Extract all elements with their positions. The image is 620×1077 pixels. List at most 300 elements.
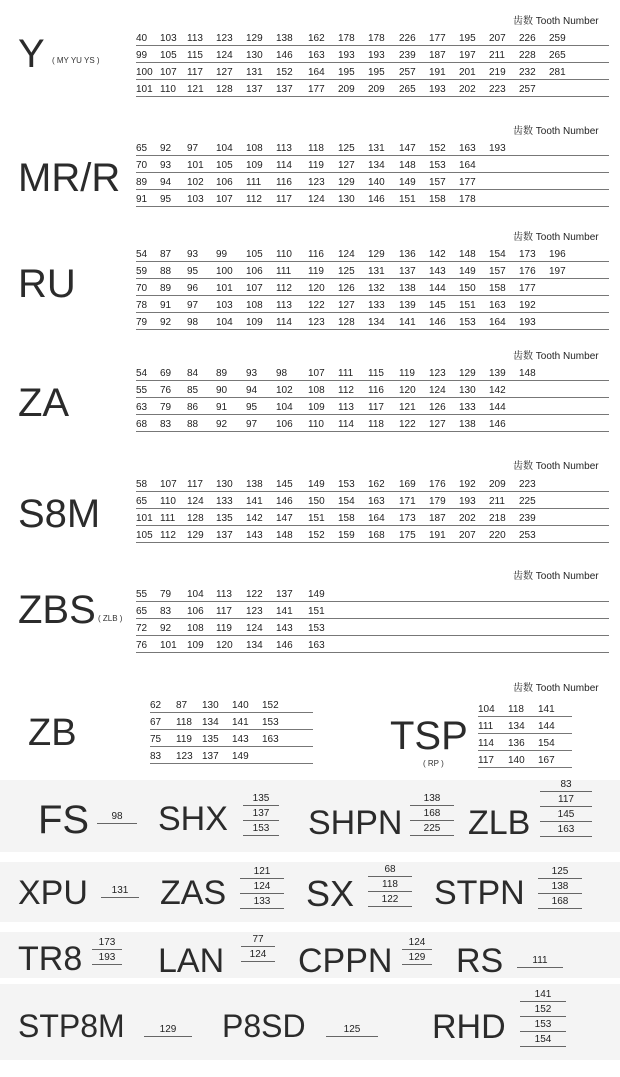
tooth-value: 147: [276, 513, 293, 524]
tooth-value: 119: [176, 734, 192, 745]
tooth-value: 118: [368, 419, 384, 430]
tooth-value: 158: [489, 283, 506, 294]
tooth-value: 148: [519, 368, 536, 379]
tooth-value: 137: [243, 808, 279, 821]
tooth-value: 197: [459, 50, 476, 61]
tooth-value: 59: [136, 266, 148, 277]
tooth-value: 106: [187, 606, 204, 617]
tooth-value: 104: [216, 143, 233, 154]
table-row: [136, 385, 609, 398]
tooth-value: 117: [540, 794, 592, 807]
tooth-value: 55: [136, 589, 148, 600]
tooth-value: 101: [216, 283, 233, 294]
tooth-value: 164: [368, 513, 385, 524]
tooth-value: 109: [187, 640, 204, 651]
tooth-value: 129: [338, 177, 355, 188]
belt-code: STP8M: [18, 1008, 125, 1044]
tooth-value: 153: [520, 1019, 566, 1032]
tooth-value: 69: [160, 368, 172, 379]
tooth-value: 115: [368, 368, 384, 379]
belt-code: SHPN: [308, 804, 403, 842]
tooth-value: 187: [429, 50, 446, 61]
tooth-value: 113: [216, 589, 232, 600]
tooth-value: 154: [338, 496, 355, 507]
table-row: [136, 283, 609, 296]
tooth-value: 195: [338, 67, 355, 78]
tooth-value: 169: [399, 479, 416, 490]
tooth-value: 134: [508, 721, 525, 732]
table-row: [150, 717, 313, 730]
belt-code-subtitle: ( RP ): [423, 759, 444, 768]
belt-code: ZA: [18, 381, 70, 425]
table-row: [478, 704, 572, 717]
tooth-value: 151: [459, 300, 476, 311]
tooth-value: 113: [338, 402, 354, 413]
tooth-value: 119: [216, 623, 232, 634]
tooth-value: 104: [276, 402, 293, 413]
tooth-value: 105: [216, 160, 233, 171]
tooth-value: 149: [308, 589, 325, 600]
tooth-value: 54: [136, 368, 148, 379]
tooth-value: 226: [519, 33, 536, 44]
tooth-value: 135: [216, 513, 233, 524]
tooth-value: 55: [136, 385, 148, 396]
tooth-value: 173: [92, 937, 122, 950]
tooth-value: 220: [489, 530, 506, 541]
tooth-value: 95: [187, 266, 199, 277]
tooth-value: 93: [187, 249, 199, 260]
tooth-value: 146: [489, 419, 506, 430]
tooth-value: 90: [216, 385, 228, 396]
tooth-value: 193: [429, 84, 446, 95]
tooth-value: 119: [399, 368, 415, 379]
tooth-value: 138: [246, 479, 263, 490]
tooth-value: 177: [308, 84, 325, 95]
tooth-value: 133: [216, 496, 233, 507]
tooth-value: 175: [399, 530, 416, 541]
tooth-value: 195: [368, 67, 385, 78]
tooth-value: 226: [399, 33, 416, 44]
tooth-value: 101: [160, 640, 177, 651]
table-row: [136, 623, 609, 636]
tooth-value: 116: [276, 177, 292, 188]
tooth-value: 129: [246, 33, 263, 44]
tooth-value: 149: [308, 479, 325, 490]
tooth-value: 107: [246, 283, 263, 294]
tooth-value: 97: [246, 419, 258, 430]
tooth-value: 107: [216, 194, 233, 205]
belt-code: FS: [38, 798, 90, 842]
tooth-value: 112: [246, 194, 262, 205]
tooth-value: 119: [308, 160, 324, 171]
tooth-value: 168: [538, 896, 582, 909]
tooth-value: 102: [187, 177, 204, 188]
tooth-value: 109: [246, 317, 263, 328]
tooth-value: 106: [276, 419, 293, 430]
tooth-value: 91: [160, 300, 172, 311]
tooth-value: 128: [338, 317, 355, 328]
tooth-value: 179: [429, 496, 446, 507]
tooth-value: 138: [459, 419, 476, 430]
tooth-value: 153: [459, 317, 476, 328]
table-row: [150, 751, 313, 764]
table-row: [136, 50, 609, 63]
tooth-value: 103: [160, 33, 177, 44]
tooth-value: 150: [459, 283, 476, 294]
tooth-value: 168: [410, 808, 454, 821]
tooth-value: 141: [246, 496, 263, 507]
tooth-value: 135: [202, 734, 219, 745]
tooth-value: 126: [429, 402, 446, 413]
tooth-value: 89: [216, 368, 228, 379]
tooth-value: 116: [368, 385, 384, 396]
tooth-value: 95: [160, 194, 172, 205]
tooth-value: 101: [187, 160, 204, 171]
tooth-value: 191: [429, 67, 446, 78]
tooth-value: 110: [276, 249, 292, 260]
tooth-value: 151: [308, 513, 325, 524]
tooth-value: 146: [276, 496, 293, 507]
tooth-value: 108: [246, 143, 263, 154]
tooth-value: 265: [399, 84, 416, 95]
tooth-value: 138: [410, 793, 454, 806]
tooth-value: 127: [429, 419, 446, 430]
tooth-value: 167: [538, 755, 555, 766]
tooth-value: 105: [160, 50, 177, 61]
tooth-value: 239: [399, 50, 416, 61]
tooth-value: 143: [246, 530, 263, 541]
tooth-value: 178: [338, 33, 355, 44]
tooth-value: 118: [308, 143, 324, 154]
tooth-value: 144: [429, 283, 446, 294]
table-row: [136, 606, 609, 619]
tooth-value: 109: [246, 160, 263, 171]
tooth-value: 196: [549, 249, 566, 260]
tooth-value: 83: [540, 779, 592, 792]
table-row: [136, 496, 609, 509]
tooth-value: 150: [308, 496, 325, 507]
tooth-value: 97: [187, 143, 199, 154]
tooth-value: 84: [187, 368, 199, 379]
tooth-value: 163: [308, 50, 325, 61]
tooth-value: 281: [549, 67, 566, 78]
tooth-value: 152: [308, 530, 325, 541]
tooth-value: 124: [216, 50, 233, 61]
tooth-value: 122: [368, 894, 412, 907]
tooth-value: 133: [459, 402, 476, 413]
tooth-value: 187: [429, 513, 446, 524]
tooth-value: 163: [262, 734, 279, 745]
tooth-value: 129: [187, 530, 204, 541]
tooth-value: 123: [308, 177, 325, 188]
table-row: [136, 160, 609, 173]
table-row: [136, 419, 609, 432]
tooth-value: 79: [160, 589, 172, 600]
tooth-value: 124: [246, 623, 263, 634]
tooth-number-header: 齿数 Tooth Number: [513, 232, 599, 243]
tooth-value: 88: [160, 266, 172, 277]
tooth-value: 132: [368, 283, 385, 294]
tooth-value: 195: [459, 33, 476, 44]
tooth-value: 114: [276, 160, 292, 171]
tooth-value: 121: [187, 84, 204, 95]
tooth-value: 86: [187, 402, 199, 413]
tooth-value: 192: [459, 479, 476, 490]
tooth-value: 117: [478, 755, 494, 766]
tooth-value: 142: [489, 385, 506, 396]
belt-code: STPN: [434, 874, 525, 912]
belt-code: SHX: [158, 800, 228, 838]
tooth-value: 209: [338, 84, 355, 95]
tooth-value: 115: [187, 50, 203, 61]
tooth-value: 134: [368, 160, 385, 171]
tooth-value: 158: [338, 513, 355, 524]
tooth-value: 191: [429, 530, 446, 541]
tooth-value: 149: [232, 751, 249, 762]
tooth-value: 141: [520, 989, 566, 1002]
tooth-value: 146: [429, 317, 446, 328]
tooth-value: 117: [276, 194, 292, 205]
tooth-value: 125: [338, 143, 355, 154]
table-row: [478, 755, 572, 768]
tooth-value: 125: [538, 866, 582, 879]
tooth-value: 140: [508, 755, 525, 766]
tooth-value: 177: [459, 177, 476, 188]
tooth-value: 105: [136, 530, 153, 541]
tooth-value: 70: [136, 160, 148, 171]
tooth-value: 102: [276, 385, 293, 396]
tooth-value: 141: [538, 704, 555, 715]
tooth-value: 120: [308, 283, 325, 294]
table-row: [136, 84, 609, 97]
tooth-value: 117: [187, 479, 203, 490]
tooth-value: 91: [216, 402, 228, 413]
tooth-value: 93: [246, 368, 258, 379]
tooth-number-header: 齿数 Tooth Number: [513, 351, 599, 362]
tooth-value: 193: [459, 496, 476, 507]
tooth-value: 173: [399, 513, 416, 524]
tooth-value: 178: [459, 194, 476, 205]
tooth-value: 154: [520, 1034, 566, 1047]
tooth-value: 139: [399, 300, 416, 311]
belt-code: RU: [18, 262, 76, 306]
tooth-value: 70: [136, 283, 148, 294]
tooth-value: 193: [489, 143, 506, 154]
tooth-value: 120: [216, 640, 233, 651]
tooth-value: 118: [368, 879, 412, 892]
tooth-value: 140: [368, 177, 385, 188]
tooth-value: 89: [136, 177, 148, 188]
tooth-value: 107: [160, 67, 177, 78]
belt-code: XPU: [18, 874, 88, 912]
tooth-value: 104: [478, 704, 495, 715]
tooth-value: 76: [136, 640, 148, 651]
tooth-value: 131: [368, 266, 385, 277]
table-row: [478, 721, 572, 734]
tooth-value: 121: [240, 866, 284, 879]
tooth-value: 135: [243, 793, 279, 806]
tooth-value: 68: [368, 864, 412, 877]
tooth-value: 139: [489, 368, 506, 379]
tooth-value: 127: [338, 300, 355, 311]
tooth-value: 223: [519, 479, 536, 490]
tooth-value: 148: [276, 530, 293, 541]
tooth-value: 228: [519, 50, 536, 61]
tooth-value: 130: [459, 385, 476, 396]
table-row: [136, 249, 609, 262]
tooth-value: 177: [519, 283, 536, 294]
tooth-value: 99: [216, 249, 228, 260]
tooth-value: 137: [276, 84, 293, 95]
tooth-value: 124: [241, 949, 275, 962]
tooth-value: 114: [338, 419, 354, 430]
tooth-value: 148: [459, 249, 476, 260]
tooth-value: 211: [489, 496, 505, 507]
tooth-value: 143: [232, 734, 249, 745]
tooth-value: 257: [519, 84, 536, 95]
tooth-value: 122: [308, 300, 325, 311]
tooth-value: 142: [429, 249, 446, 260]
belt-code: ZLB: [468, 804, 531, 842]
tooth-value: 158: [429, 194, 446, 205]
table-row: [136, 317, 609, 330]
tooth-value: 163: [540, 824, 592, 837]
table-row: [136, 67, 609, 80]
tooth-value: 114: [276, 317, 292, 328]
tooth-value: 177: [429, 33, 446, 44]
tooth-value: 113: [187, 33, 203, 44]
tooth-value: 129: [459, 368, 476, 379]
belt-code: TSP: [390, 714, 468, 758]
tooth-value: 85: [187, 385, 199, 396]
tooth-value: 126: [338, 283, 355, 294]
tooth-value: 223: [489, 84, 506, 95]
tooth-value: 207: [489, 33, 506, 44]
tooth-value: 121: [399, 402, 416, 413]
belt-code: S8M: [18, 492, 101, 536]
table-row: [136, 479, 609, 492]
tooth-value: 89: [160, 283, 172, 294]
tooth-value: 232: [519, 67, 536, 78]
tooth-value: 96: [187, 283, 199, 294]
tooth-value: 87: [160, 249, 172, 260]
tooth-value: 65: [136, 606, 148, 617]
tooth-value: 119: [308, 266, 324, 277]
tooth-value: 116: [308, 249, 324, 260]
belt-code: ZAS: [160, 874, 227, 912]
tooth-value: 68: [136, 419, 148, 430]
tooth-value: 147: [399, 143, 416, 154]
tooth-value: 176: [519, 266, 536, 277]
tooth-value: 225: [410, 823, 454, 836]
tooth-value: 95: [246, 402, 258, 413]
tooth-value: 225: [519, 496, 536, 507]
tooth-number-header: 齿数 Tooth Number: [513, 461, 599, 472]
belt-code: LAN: [158, 942, 225, 980]
table-row: [136, 300, 609, 313]
tooth-value: 129: [402, 952, 432, 965]
tooth-value: 91: [136, 194, 148, 205]
tooth-value: 152: [520, 1004, 566, 1017]
tooth-value: 40: [136, 33, 148, 44]
tooth-value: 138: [399, 283, 416, 294]
tooth-value: 125: [338, 266, 355, 277]
tooth-value: 163: [459, 143, 476, 154]
tooth-value: 117: [216, 606, 232, 617]
tooth-value: 108: [308, 385, 325, 396]
tooth-value: 124: [338, 249, 355, 260]
tooth-value: 129: [368, 249, 385, 260]
tooth-value: 162: [368, 479, 385, 490]
tooth-value: 111: [338, 368, 354, 379]
tooth-value: 128: [216, 84, 233, 95]
table-row: [136, 33, 609, 46]
tooth-value: 101: [136, 84, 153, 95]
tooth-value: 146: [276, 640, 293, 651]
tooth-value: 111: [160, 513, 176, 524]
tooth-value: 192: [519, 300, 536, 311]
tooth-value: 145: [276, 479, 293, 490]
tooth-value: 137: [399, 266, 416, 277]
tooth-value: 136: [508, 738, 525, 749]
tooth-value: 127: [338, 160, 355, 171]
tooth-value: 153: [243, 823, 279, 836]
tooth-value: 122: [246, 589, 263, 600]
table-row: [136, 402, 609, 415]
tooth-value: 122: [399, 419, 416, 430]
tooth-value: 164: [308, 67, 325, 78]
tooth-value: 152: [276, 67, 293, 78]
tooth-value: 124: [402, 937, 432, 950]
tooth-value: 112: [338, 385, 354, 396]
tooth-value: 94: [246, 385, 258, 396]
tooth-value: 123: [176, 751, 193, 762]
tooth-value: 148: [399, 160, 416, 171]
tooth-value: 239: [519, 513, 536, 524]
tooth-value: 75: [150, 734, 162, 745]
tooth-value: 157: [489, 266, 506, 277]
tooth-value: 131: [246, 67, 263, 78]
tooth-value: 94: [160, 177, 172, 188]
tooth-value: 58: [136, 479, 148, 490]
tooth-value: 105: [246, 249, 263, 260]
table-row: [136, 368, 609, 381]
tooth-value: 141: [399, 317, 416, 328]
tooth-value: 134: [246, 640, 263, 651]
tooth-value: 154: [489, 249, 506, 260]
tooth-value: 209: [489, 479, 506, 490]
tooth-value: 112: [160, 530, 176, 541]
tooth-value: 62: [150, 700, 162, 711]
tooth-value: 144: [489, 402, 506, 413]
belt-code: Y: [18, 32, 45, 76]
tooth-value: 99: [136, 50, 148, 61]
tooth-value: 124: [240, 881, 284, 894]
tooth-value: 67: [150, 717, 162, 728]
tooth-value: 92: [160, 623, 172, 634]
tooth-value: 173: [519, 249, 536, 260]
tooth-value: 259: [549, 33, 566, 44]
tooth-value: 78: [136, 300, 148, 311]
tooth-value: 153: [429, 160, 446, 171]
tooth-value: 113: [276, 300, 292, 311]
tooth-value: 106: [216, 177, 233, 188]
tooth-value: 111: [478, 721, 494, 732]
tooth-value: 124: [429, 385, 446, 396]
tooth-value: 164: [489, 317, 506, 328]
tooth-value: 141: [232, 717, 249, 728]
tooth-value: 118: [176, 717, 192, 728]
